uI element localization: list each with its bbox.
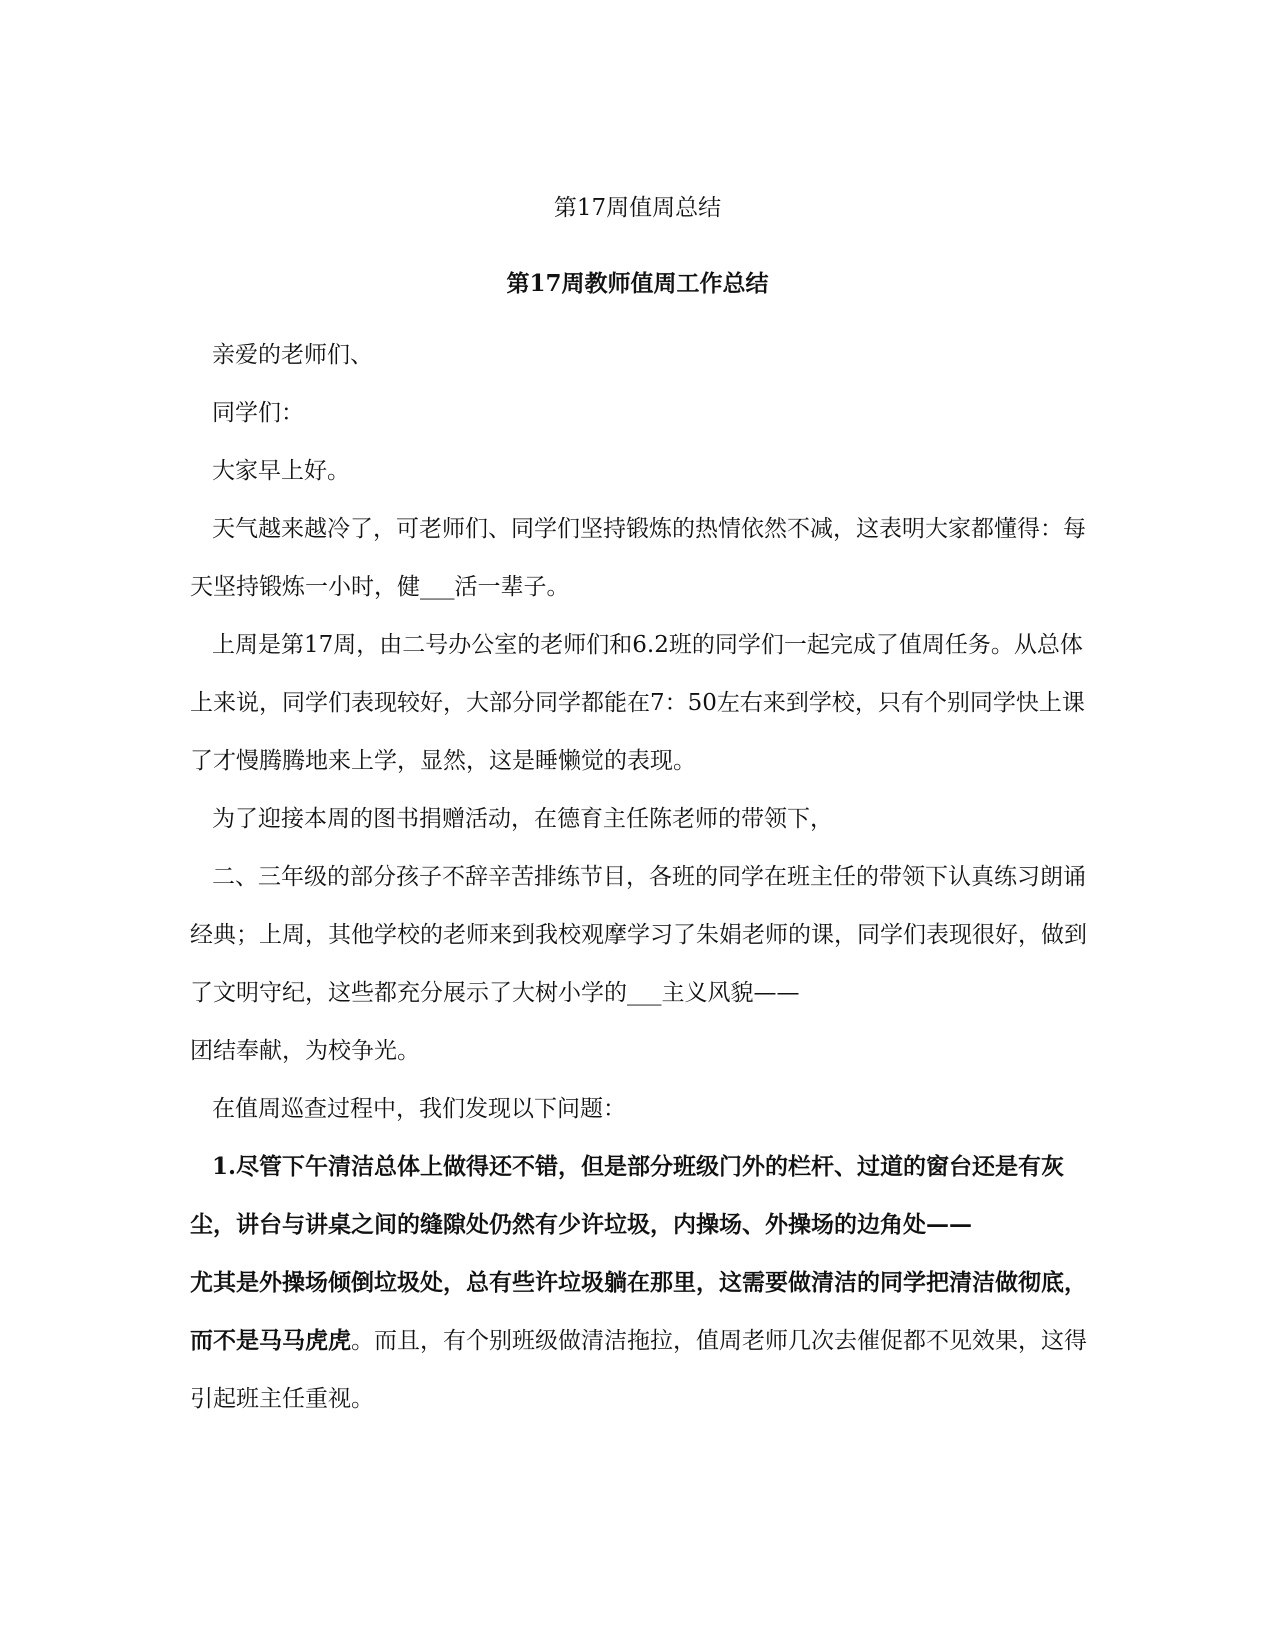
paragraph-issues-intro: 在值周巡查过程中，我们发现以下问题： [212,1096,626,1122]
document-body [190,326,1090,1428]
document-subtitle: 第17周教师值周工作总结 [506,270,769,297]
issue-1-normal-text: 。而且，有个别班级做清洁拖拉，值周老师几次去催促都不见效果，这得引起班主任重视。 [190,1328,1087,1412]
paragraph-greeting-1: 亲爱的老师们、 [212,342,373,368]
paragraph-issue-1-part1: 1.尽管下午清洁总体上做得还不错，但是部分班级门外的栏杆、过道的窗台还是有灰尘，讲台与讲桌之间的缝隙处仍然有少许垃圾，内操场、外操场的边角处—— [190,1153,1065,1238]
paragraph-book-donation: 为了迎接本周的图书捐赠活动，在德育主任陈老师的带领下， [212,806,833,832]
issue-1-bold-text: 尤其是外操场倾倒垃圾处，总有些许垃圾躺在那里，这需要做清洁的同学把清洁做彻底，而不是马马虎虎 [190,1269,1087,1354]
paragraph-issue-1-part2 [190,1254,1090,1428]
document-title: 第17周值周总结 [553,195,722,221]
paragraph-weather: 天气越来越冷了，可老师们、同学们坚持锻炼的热情依然不减，这表明大家都懂得：每天坚持锻炼一小时，健___活一辈子。 [190,516,1086,600]
paragraph-last-week: 上周是第17周，由二号办公室的老师们和6.2班的同学们一起完成了值周任务。从总体上来说，同学们表现较好，大部分同学都能在7：50左右来到学校，只有个别同学快上课了才慢腾腾地来上学，显然，这是睡懒觉的表现。 [190,632,1085,774]
paragraph-greeting-2: 同学们： [212,400,304,426]
paragraph-rehearsal: 二、三年级的部分孩子不辞辛苦排练节目，各班的同学在班主任的带领下认真练习朗诵经典；上周，其他学校的老师来到我校观摩学习了朱娟老师的课，同学们表现很好，做到了文明守纪，这些都充分展示了大树小学的___主义风貌—— [190,864,1087,1006]
paragraph-unity: 团结奉献，为校争光。 [190,1038,420,1064]
paragraph-greeting-3: 大家早上好。 [212,458,350,484]
